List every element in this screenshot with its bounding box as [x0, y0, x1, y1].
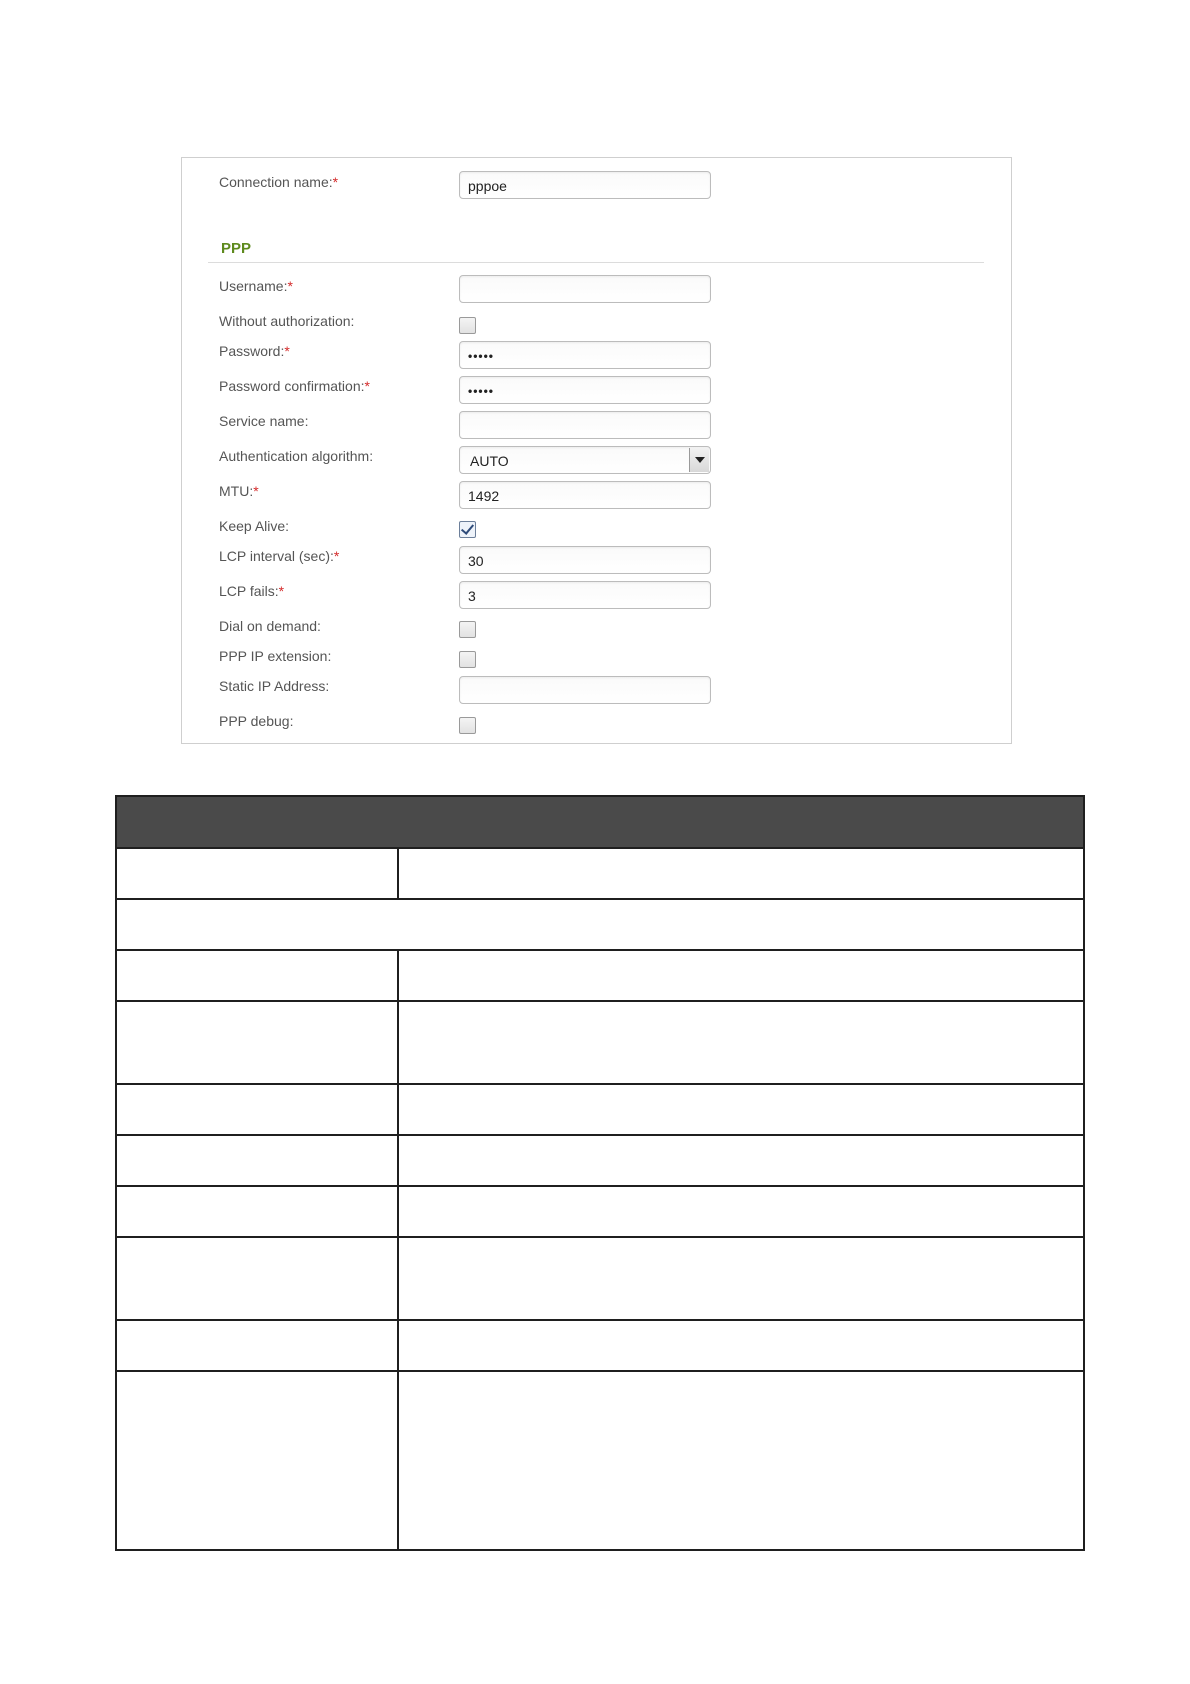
table-cell — [116, 1001, 398, 1084]
table-cell — [116, 848, 398, 899]
table-cell — [398, 1237, 1084, 1320]
table-header-row — [116, 796, 1084, 848]
lcp-interval-row — [182, 546, 1011, 580]
without-authorization-checkbox[interactable] — [459, 317, 476, 334]
chevron-down-icon[interactable] — [689, 448, 709, 472]
username-input[interactable] — [459, 275, 711, 303]
mtu-label: MTU:* — [219, 483, 259, 499]
table-cell — [398, 1135, 1084, 1186]
table-row — [116, 848, 1084, 899]
parameter-description-table — [115, 795, 1085, 1551]
table-cell — [398, 848, 1084, 899]
username-label: Username:* — [219, 278, 293, 294]
table-row — [116, 1320, 1084, 1371]
table-cell — [398, 1001, 1084, 1084]
table-cell — [398, 1320, 1084, 1371]
lcp-interval-input[interactable]: 30 — [459, 546, 711, 574]
table-cell — [116, 950, 398, 1001]
connection-name-row — [182, 172, 1011, 206]
table-row — [116, 1371, 1084, 1550]
dial-on-demand-label: Dial on demand: — [219, 618, 321, 634]
password-confirmation-row — [182, 376, 1011, 410]
table-cell — [116, 1237, 398, 1320]
table-row — [116, 899, 1084, 950]
static-ip-input[interactable] — [459, 676, 711, 704]
auth-algorithm-label: Authentication algorithm: — [219, 448, 374, 464]
table-cell — [398, 950, 1084, 1001]
table-row — [116, 1135, 1084, 1186]
without-authorization-label: Without authorization: — [219, 313, 355, 329]
section-divider — [208, 262, 984, 263]
service-name-label: Service name: — [219, 413, 309, 429]
ppp-section-title: PPP — [221, 240, 252, 257]
ppp-debug-label: PPP debug: — [219, 713, 294, 729]
static-ip-row — [182, 676, 1011, 710]
password-row — [182, 341, 1011, 375]
lcp-fails-input[interactable]: 3 — [459, 581, 711, 609]
table-row — [116, 1084, 1084, 1135]
keep-alive-row — [182, 516, 1011, 550]
auth-algorithm-row — [182, 446, 1011, 480]
connection-name-label: Connection name:* — [219, 174, 339, 190]
table-cell — [398, 1084, 1084, 1135]
ppp-ip-extension-checkbox[interactable] — [459, 651, 476, 668]
lcp-fails-row — [182, 581, 1011, 615]
mtu-input[interactable]: 1492 — [459, 481, 711, 509]
table-cell — [116, 1371, 398, 1550]
password-confirmation-label: Password confirmation:* — [219, 378, 370, 394]
mtu-row — [182, 481, 1011, 515]
table-header-cell — [116, 796, 1084, 848]
password-label: Password:* — [219, 343, 290, 359]
table-row — [116, 950, 1084, 1001]
keep-alive-label: Keep Alive: — [219, 518, 290, 534]
password-confirmation-input[interactable]: ••••• — [459, 376, 711, 404]
lcp-fails-label: LCP fails:* — [219, 583, 285, 599]
table-row — [116, 1237, 1084, 1320]
auth-algorithm-select[interactable] — [459, 446, 711, 474]
dial-on-demand-checkbox[interactable] — [459, 621, 476, 638]
table-cell — [116, 1084, 398, 1135]
auth-algorithm-value: AUTO — [470, 453, 509, 469]
dial-on-demand-row — [182, 616, 1011, 650]
table-cell — [116, 1320, 398, 1371]
ppp-debug-checkbox[interactable] — [459, 717, 476, 734]
table-cell — [116, 899, 1084, 950]
keep-alive-checkbox[interactable] — [459, 521, 476, 538]
password-input[interactable]: ••••• — [459, 341, 711, 369]
service-name-row — [182, 411, 1011, 445]
lcp-interval-label: LCP interval (sec):* — [219, 548, 340, 564]
without-authorization-row — [182, 311, 1011, 345]
ppp-ip-extension-label: PPP IP extension: — [219, 648, 332, 664]
static-ip-label: Static IP Address: — [219, 678, 330, 694]
pppoe-settings-panel — [181, 157, 1012, 744]
table-cell — [398, 1186, 1084, 1237]
table-cell — [398, 1371, 1084, 1550]
ppp-ip-extension-row — [182, 646, 1011, 680]
table-cell — [116, 1135, 398, 1186]
ppp-debug-row — [182, 711, 1011, 745]
table-cell — [116, 1186, 398, 1237]
table-row — [116, 1186, 1084, 1237]
username-row — [182, 276, 1011, 310]
service-name-input[interactable] — [459, 411, 711, 439]
connection-name-input[interactable]: pppoe — [459, 171, 711, 199]
table-row — [116, 1001, 1084, 1084]
